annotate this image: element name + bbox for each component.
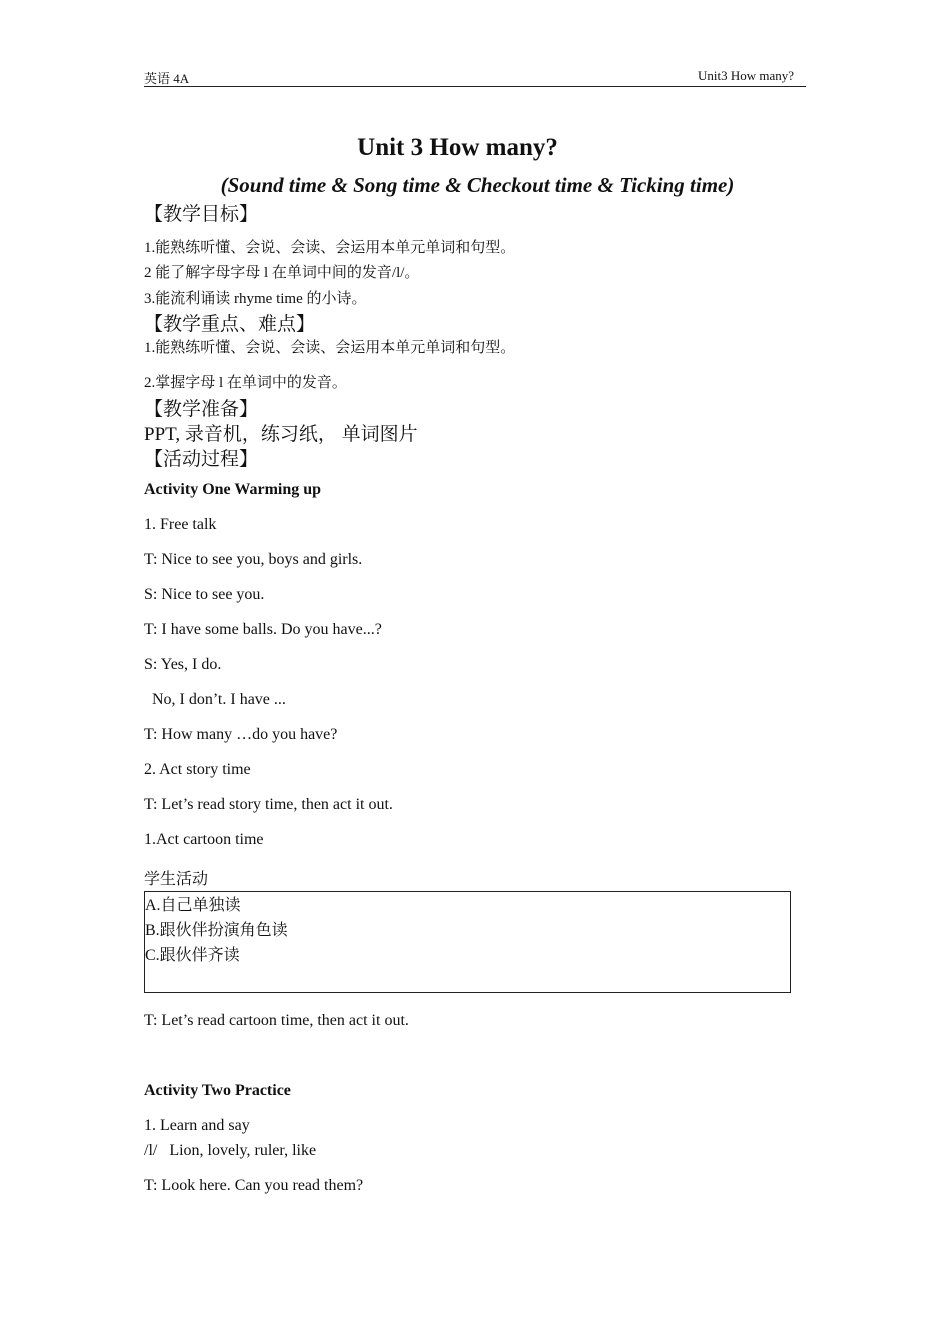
activity-line: T: I have some balls. Do you have...? — [144, 621, 382, 638]
activity-line: 1. Learn and say — [144, 1117, 250, 1134]
student-activity-box — [144, 891, 791, 993]
box-item: B.跟伙伴扮演角色读 — [145, 922, 288, 939]
box-item: C.跟伙伴齐读 — [145, 947, 240, 964]
activity-line: T: Look here. Can you read them? — [144, 1177, 364, 1194]
activity-line: No, I don’t. I have ... — [144, 691, 286, 708]
preparation-heading: 【教学准备】 — [144, 399, 259, 420]
keypoint-item: 2.掌握字母 l 在单词中的发音。 — [144, 375, 347, 391]
header-left: 英语 4A — [144, 71, 190, 86]
page-header — [144, 66, 806, 87]
activity-line: 2. Act story time — [144, 761, 251, 778]
process-heading: 【活动过程】 — [144, 449, 259, 470]
activity-two-heading: Activity Two Practice — [144, 1082, 291, 1099]
objective-item: 2 能了解字母字母 l 在单词中间的发音/l/。 — [144, 265, 420, 281]
objectives-heading: 【教学目标】 — [144, 204, 259, 225]
document-title: Unit 3 How many? — [357, 134, 558, 161]
activity-line: /l/ Lion, lovely, ruler, like — [144, 1142, 317, 1159]
activity-line: T: Let’s read story time, then act it out. — [144, 796, 393, 813]
activity-line: T: How many …do you have? — [144, 726, 338, 743]
activity-line: 1. Free talk — [144, 516, 217, 533]
objective-item: 3.能流利诵读 rhyme time 的小诗。 — [144, 291, 367, 307]
keypoint-item: 1.能熟练听懂、会说、会读、会运用本单元单词和句型。 — [144, 340, 516, 356]
objective-item: 1.能熟练听懂、会说、会读、会运用本单元单词和句型。 — [144, 240, 516, 256]
header-right: Unit3 How many? — [697, 68, 794, 83]
activity-line: 1.Act cartoon time — [144, 831, 264, 848]
activity-line: T: Let’s read cartoon time, then act it out. — [144, 1012, 409, 1029]
activity-line: T: Nice to see you, boys and girls. — [144, 551, 363, 568]
keypoints-heading: 【教学重点、难点】 — [144, 314, 316, 335]
activity-line: S: Nice to see you. — [144, 586, 265, 603]
document-subtitle: (Sound time & Song time & Checkout time & Ticking time) — [220, 173, 735, 197]
activity-line: S: Yes, I do. — [144, 656, 222, 673]
activity-one-heading: Activity One Warming up — [144, 481, 322, 498]
box-item: A.自己单独读 — [145, 897, 241, 914]
preparation-text: PPT, 录音机，练习纸， 单词图片 — [144, 424, 418, 445]
student-activity-label: 学生活动 — [144, 871, 209, 888]
